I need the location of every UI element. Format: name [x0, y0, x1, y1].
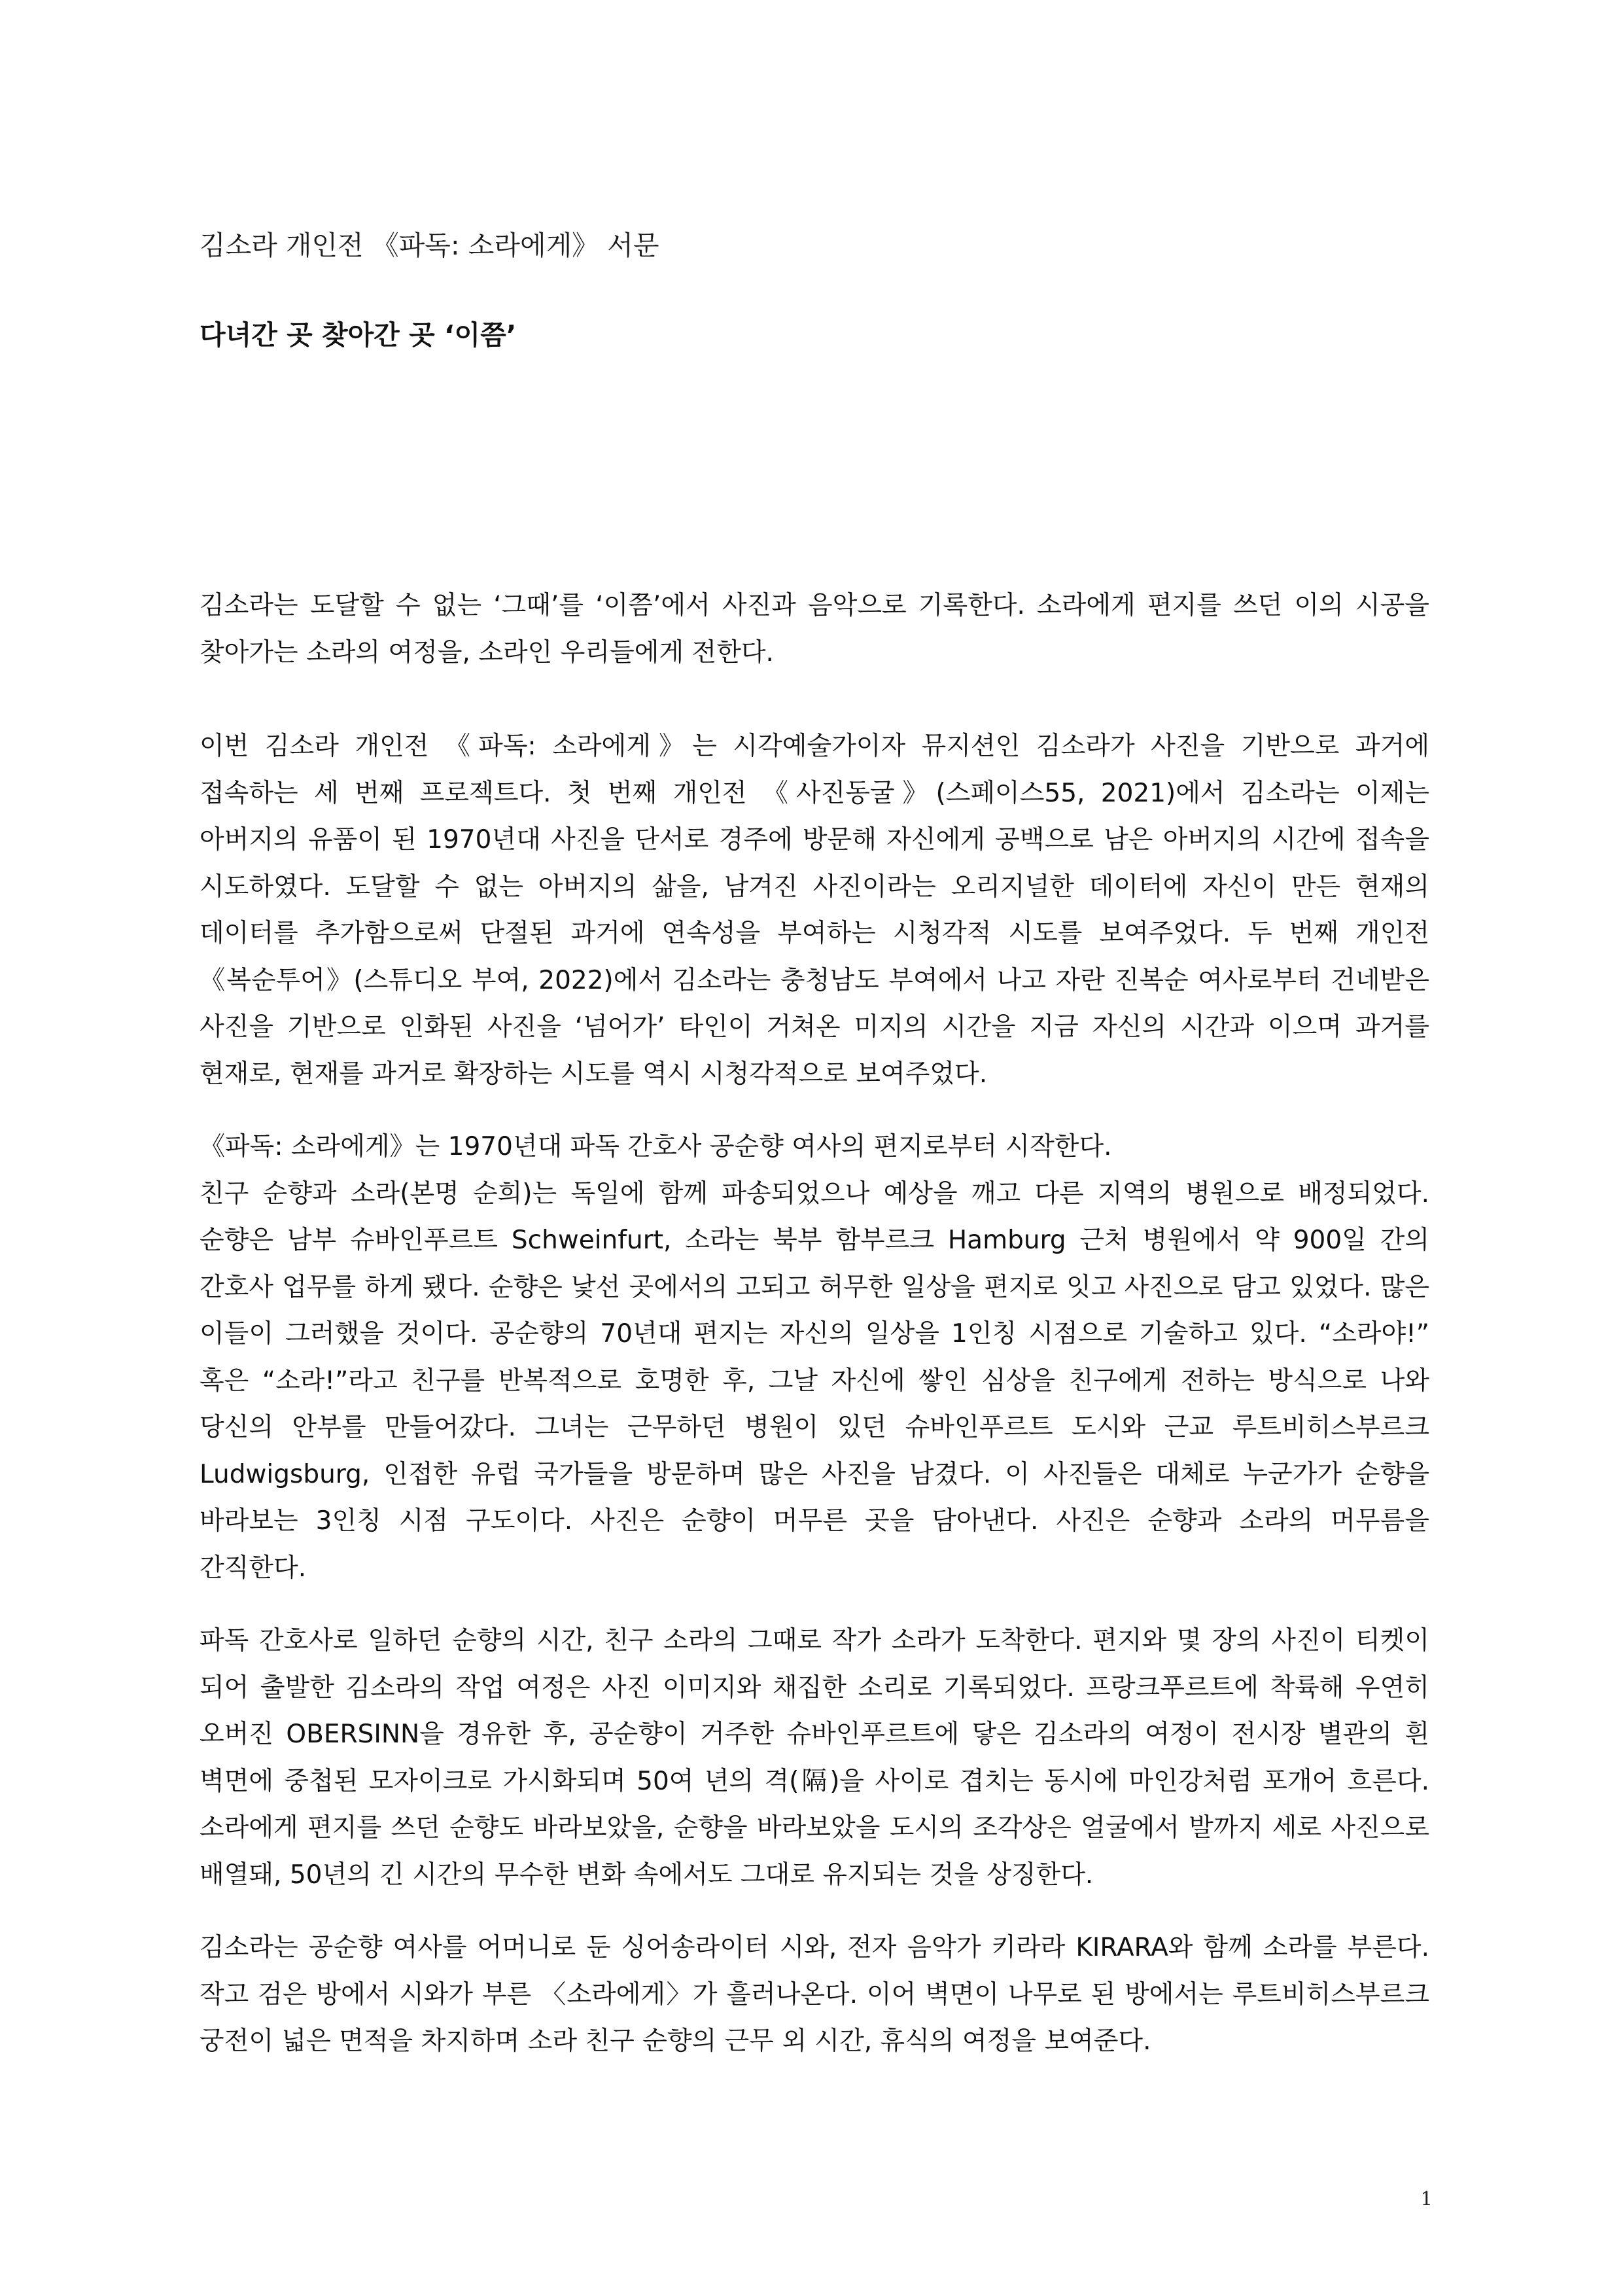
document-title: 다녀간 곳 찾아간 곳 ‘이쯤’ [200, 319, 517, 351]
paragraph-projects: 이번 김소라 개인전 《파독: 소라에게》는 시각예술가이자 뮤지션인 김소라가 사진을 기반으로 과거에 접속하는 세 번째 프로젝트다. 첫 번째 개인전 《사진동굴》(스페이스55, 2021)에서 김소라는 이제는 아버지의 유품이 된 1970년대 사진을 단서로 경주에 방문해 자신에게 공백으로 남은 아버지의 시간에 접속을 시도하였다. 도달할 수 없는 아버지의 삶을, 남겨진 사진이라는 오리지널한 데이터에 자신이 만든 현재의 데이터를 추가함으로써 단절된 과거에 연속성을 부여하는 시청각적 시도를 보여주었다. 두 번째 개인전 《복순투어》(스튜디오 부여, 2022)에서 김소라는 충청남도 부여에서 나고 자란 진복순 여사로부터 건네받은 사진을 기반으로 인화된 사진을 ‘넘어가’ 타인이 거쳐온 미지의 시간을 지금 자신의 시간과 이으며 과거를 현재로, 현재를 과거로 확장하는 시도를 역시 시청각적으로 보여주었다. [200, 732, 1429, 1089]
paragraph-journey: 파독 간호사로 일하던 순향의 시간, 친구 소라의 그때로 작가 소라가 도착한다. 편지와 몇 장의 사진이 티켓이 되어 출발한 김소라의 작업 여정은 사진 이미지와 채집한 소리로 기록되었다. 프랑크푸르트에 착륙해 우연히 오버진 OBERSINN을 경유한 후, 공순향이 거주한 슈바인푸르트에 닿은 김소라의 여정이 전시장 별관의 흰 벽면에 중첩된 모자이크로 가시화되며 50여 년의 격(隔)을 사이로 겹치는 동시에 마인강처럼 포개어 흐른다. 소라에게 편지를 쓰던 순향도 바라보았을, 순향을 바라보았을 도시의 조각상은 얼굴에서 발까지 세로 사진으로 배열돼, 50년의 긴 시간의 무수한 변화 속에서도 그대로 유지되는 것을 상징한다. [200, 1626, 1429, 1890]
paragraph-friends: 친구 순향과 소라(본명 순희)는 독일에 함께 파송되었으나 예상을 깨고 다른 지역의 병원으로 배정되었다. 순향은 남부 슈바인푸르트 Schweinfurt, 소라는 북부 함부르크 Hamburg 근처 병원에서 약 900일 간의 간호사 업무를 하게 됐다. 순향은 낯선 곳에서의 고되고 허무한 일상을 편지로 잇고 사진으로 담고 있었다. 많은 이들이 그러했을 것이다. 공순향의 70년대 편지는 자신의 일상을 1인칭 시점으로 기술하고 있다. “소라야!” 혹은 “소라!”라고 친구를 반복적으로 호명한 후, 그날 자신에 쌓인 심상을 친구에게 전하는 방식으로 나와 당신의 안부를 만들어갔다. 그녀는 근무하던 병원이 있던 슈바인푸르트 도시와 근교 루트비히스부르크 Ludwigsburg, 인접한 유럽 국가들을 방문하며 많은 사진을 남겼다. 이 사진들은 대체로 누군가가 순향을 바라보는 3인칭 시점 구도이다. 사진은 순향이 머무른 곳을 담아낸다. 사진은 순향과 소라의 머무름을 간직한다. [200, 1178, 1429, 1583]
paragraph-music: 김소라는 공순향 여사를 어머니로 둔 싱어송라이터 시와, 전자 음악가 키라라 KIRARA와 함께 소라를 부른다. 작고 검은 방에서 시와가 부른 〈소라에게〉가 흘러나온다. 이어 벽면이 나무로 된 방에서는 루트비히스부르크 궁전이 넓은 면적을 차지하며 소라 친구 순향의 근무 외 시간, 휴식의 여정을 보여준다. [200, 1933, 1429, 2056]
document-subtitle: 김소라 개인전 《파독: 소라에게》 서문 [200, 230, 659, 261]
page-number: 1 [1420, 2187, 1433, 2210]
paragraph-intro: 김소라는 도달할 수 없는 ‘그때’를 ‘이쯤’에서 사진과 음악으로 기록한다. 소라에게 편지를 쓰던 이의 시공을 찾아가는 소라의 여정을, 소라인 우리들에게 전한다. [200, 591, 1429, 667]
document-body [200, 582, 1429, 2065]
paragraph-letters-start: 《파독: 소라에게》는 1970년대 파독 간호사 공순향 여사의 편지로부터 시작한다. [200, 1132, 1112, 1161]
